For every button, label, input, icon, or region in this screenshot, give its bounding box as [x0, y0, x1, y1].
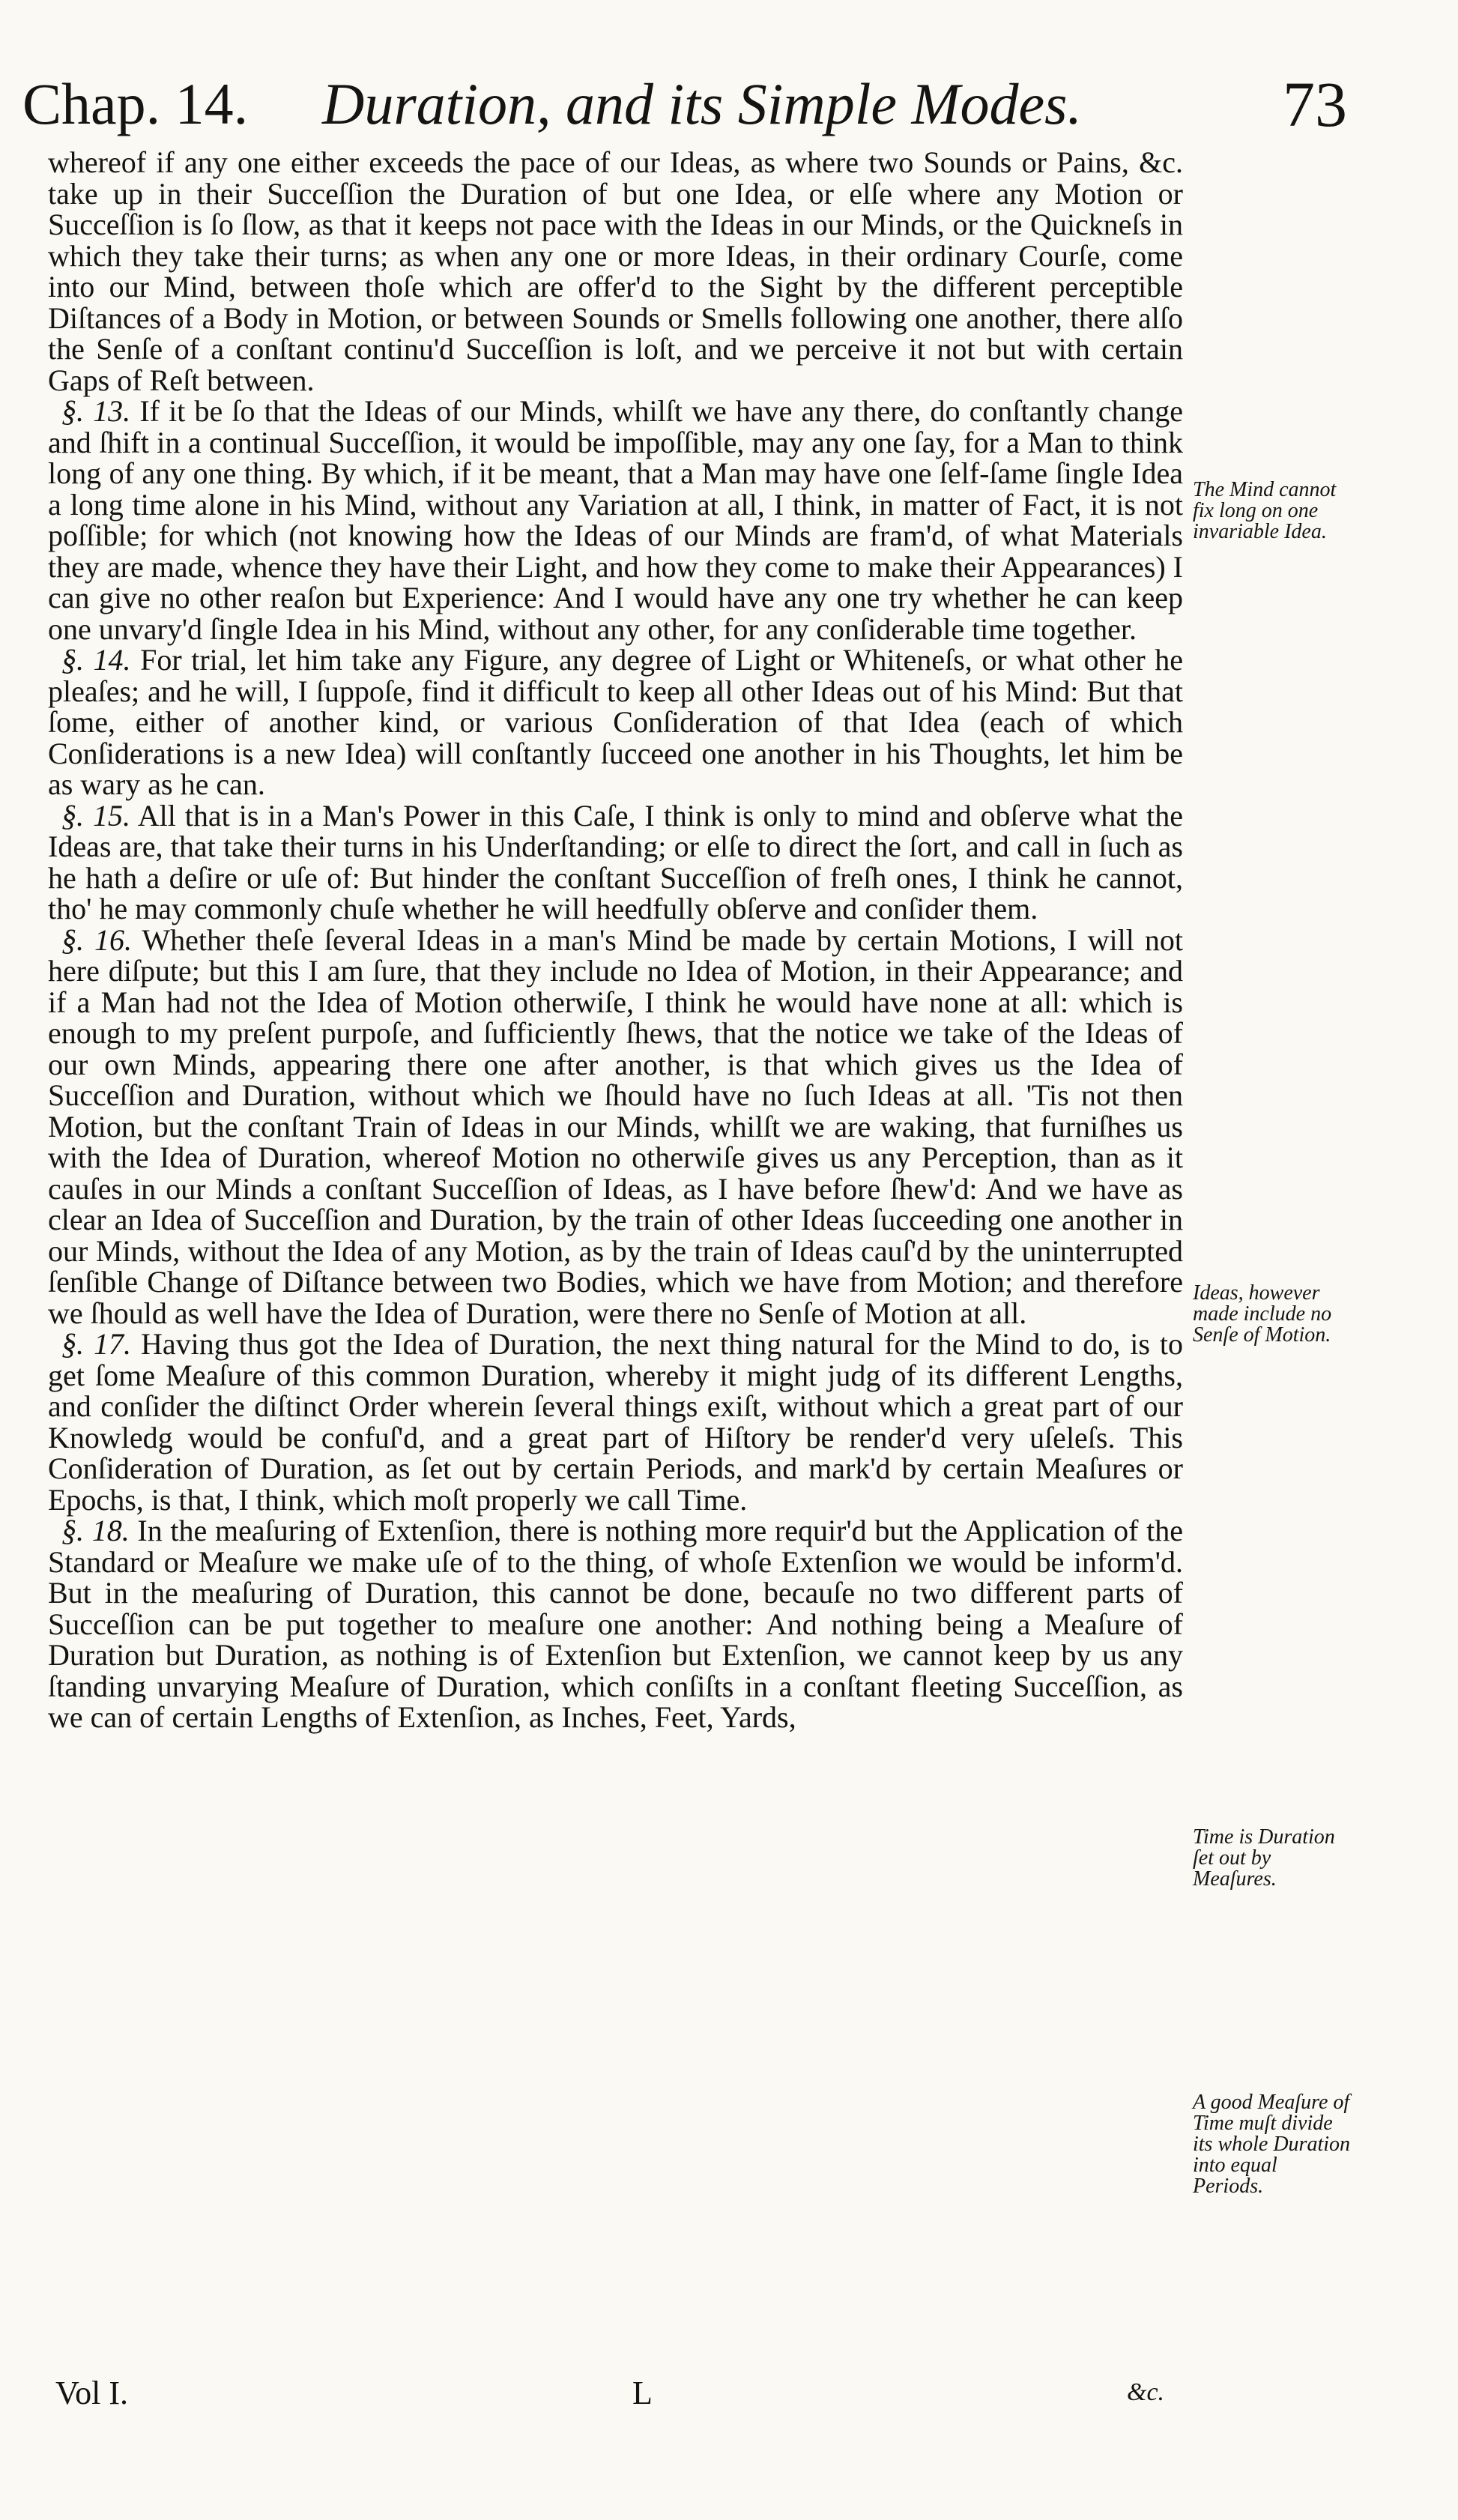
- paragraph-text: For trial, let him take any Figure, any degree of Light or Whiteneſs, or what other he pleaſes; and he will, I ſuppoſe, find it difficult to keep all other Ideas out of his Mind: But that ſome, either of another kind, or various Conſideration of that Idea (each of which Conſiderations is a new Idea) will conſtantly ſucceed one another in his Thoughts, let him be as wary as he can.: [48, 643, 1184, 801]
- paragraph-text: If it be ſo that the Ideas of our Minds, whilſt we have any there, do conſtantly change and ſhift in a continual Succeſſion, it would be impoſſible, may any one ſay, for a Man to think long of any one thing. By which, if it be meant, that a Man may have one ſelf-ſame ſingle Idea a long time alone in his Mind, without any Variation at all, I think, in matter of Fact, it is not poſſible; for which (not knowing how the Ideas of our Minds are fram'd, of what Materials they are made, whence they have their Light, and how they come to make their Appearances) I can give no other reaſon but Experience: And I would have any one try whether he can keep one unvary'd ſingle Idea in his Mind, without any other, for any conſiderable time together.: [48, 394, 1184, 646]
- paragraph-text: Whether theſe ſeveral Ideas in a man's Mind be made by certain Motions, I will not here diſpute; but this I am ſure, that they include no Idea of Motion, in their Appearance; and if a Man had not the Idea of Motion otherwiſe, I think he would have none at all: which is enough to my preſent purpoſe, and ſufficiently ſhews, that the notice we take of the Ideas of our own Minds, appearing there one after another, is that which gives us the Idea of Succeſſion and Duration, without which we ſhould have no ſuch Ideas at all. 'Tis not then Motion, but the conſtant Train of Ideas in our Minds, whilſt we are waking, that furniſhes us with the Idea of Duration, whereof Motion no otherwiſe gives us any Perception, than as it cauſes in our Minds a conſtant Succeſſion of Ideas, as I have before ſhew'd: And we have as clear an Idea of Succeſſion and Duration, by the train of other Ideas ſucceeding one another in our Minds, without the Idea of any Motion, as by the train of Ideas cauſ'd by the uninterrupted ſenſible Change of Diſtance between two Bodies, which we have from Motion; and therefore we ſhould as well have the Idea of Duration, were there no Senſe of Motion at all.: [48, 922, 1184, 1330]
- signature-mark: L: [632, 2375, 653, 2411]
- paragraph-18: [48, 1515, 1183, 1733]
- catchword: &c.: [1127, 2378, 1165, 2406]
- paragraph-text: All that is in a Man's Power in this Caſe, I think is only to mind and obſerve what the Ideas are, that take their turns in his Underſtanding; or elſe to direct the ſort, and call in ſuch as he hath a deſire or uſe of: But hinder the conſtant Succeſſion of freſh ones, I think he cannot, tho' he may commonly chuſe whether he will heedfully obſerve and conſider them.: [48, 798, 1184, 925]
- margin-note: Ideas, however made include no Senſe of Motion.: [1193, 1281, 1332, 1347]
- margin-note: Time is Duration ſet out by Meaſures.: [1193, 1825, 1335, 1891]
- margin-note: The Mind cannot fix long on one invariable Idea.: [1193, 478, 1337, 543]
- paragraph-13: [48, 396, 1183, 644]
- main-text: [48, 147, 1183, 1733]
- paragraph-text: whereof if any one either exceeds the pace of our Ideas, as where two Sounds or Pains, &c. take up in their Succeſſion the Duration of but one Idea, or elſe where any Motion or Succeſſion is ſo ſlow, as that it keeps not pace with the Ideas in our Minds, or the Quickneſs in which they take their turns; as when any one or more Ideas, in their ordinary Courſe, come into our Mind, between thoſe which are offer'd to the Sight by the different perceptible Diſtances of a Body in Motion, or between Sounds or Smells following one another, there alſo the Senſe of a conſtant continu'd Succeſſion is loſt, and we perceive it not but with certain Gaps of Reſt between.: [48, 145, 1183, 397]
- volume-signature: Vol I.: [55, 2375, 128, 2411]
- section-number: §. 15.: [61, 798, 130, 833]
- paragraph-16: [48, 922, 1184, 1330]
- section-number: §. 13.: [61, 394, 131, 428]
- section-number: §. 17.: [61, 1327, 131, 1361]
- section-number: §. 16.: [61, 922, 133, 957]
- section-number: §. 14.: [61, 643, 131, 677]
- paragraph-continued: [48, 147, 1183, 396]
- chapter-label: Chap. 14.: [22, 71, 249, 136]
- chapter-title: Duration, and its Simple Modes.: [322, 71, 1082, 136]
- page-footer: [55, 2374, 1194, 2419]
- paragraph-14: [48, 644, 1183, 800]
- paragraph-text: Having thus got the Idea of Duration, the next thing natural for the Mind to do, is to get ſome Meaſure of this common Duration, whereby it might judg of its different Lengths, and conſider the diſtinct Order wherein ſeveral things exiſt, without which a great part of our Knowledg would be confuſ'd, and a great part of Hiſtory be render'd very uſeleſs. This Conſideration of Duration, as ſet out by certain Periods, and mark'd by certain Meaſures or Epochs, is that, I think, which moſt properly we call Time.: [48, 1327, 1184, 1517]
- margin-note: A good Meaſure of Time muſt divide its whole Duration into equal Periods.: [1193, 2091, 1351, 2198]
- page-number: 73: [1283, 68, 1347, 140]
- running-header: [22, 63, 1347, 145]
- paragraph-15: [48, 800, 1183, 925]
- paragraph-text: In the meaſuring of Extenſion, there is nothing more requir'd but the Application of the Standard or Meaſure we make uſe of to the thing, of whoſe Extenſion we would be inform'd. But in the meaſuring of Duration, this cannot be done, becauſe no two different parts of Succeſſion can be put together to meaſure one another: And nothing being a Meaſure of Duration but Duration, as nothing is of Extenſion but Extenſion, we cannot keep by us any ſtanding unvarying Meaſure of Duration, which conſiſts in a conſtant fleeting Succeſſion, as we can of certain Lengths of Extenſion, as Inches, Feet, Yards,: [48, 1514, 1183, 1734]
- section-number: §. 18.: [61, 1514, 130, 1547]
- paragraph-17: [48, 1329, 1183, 1515]
